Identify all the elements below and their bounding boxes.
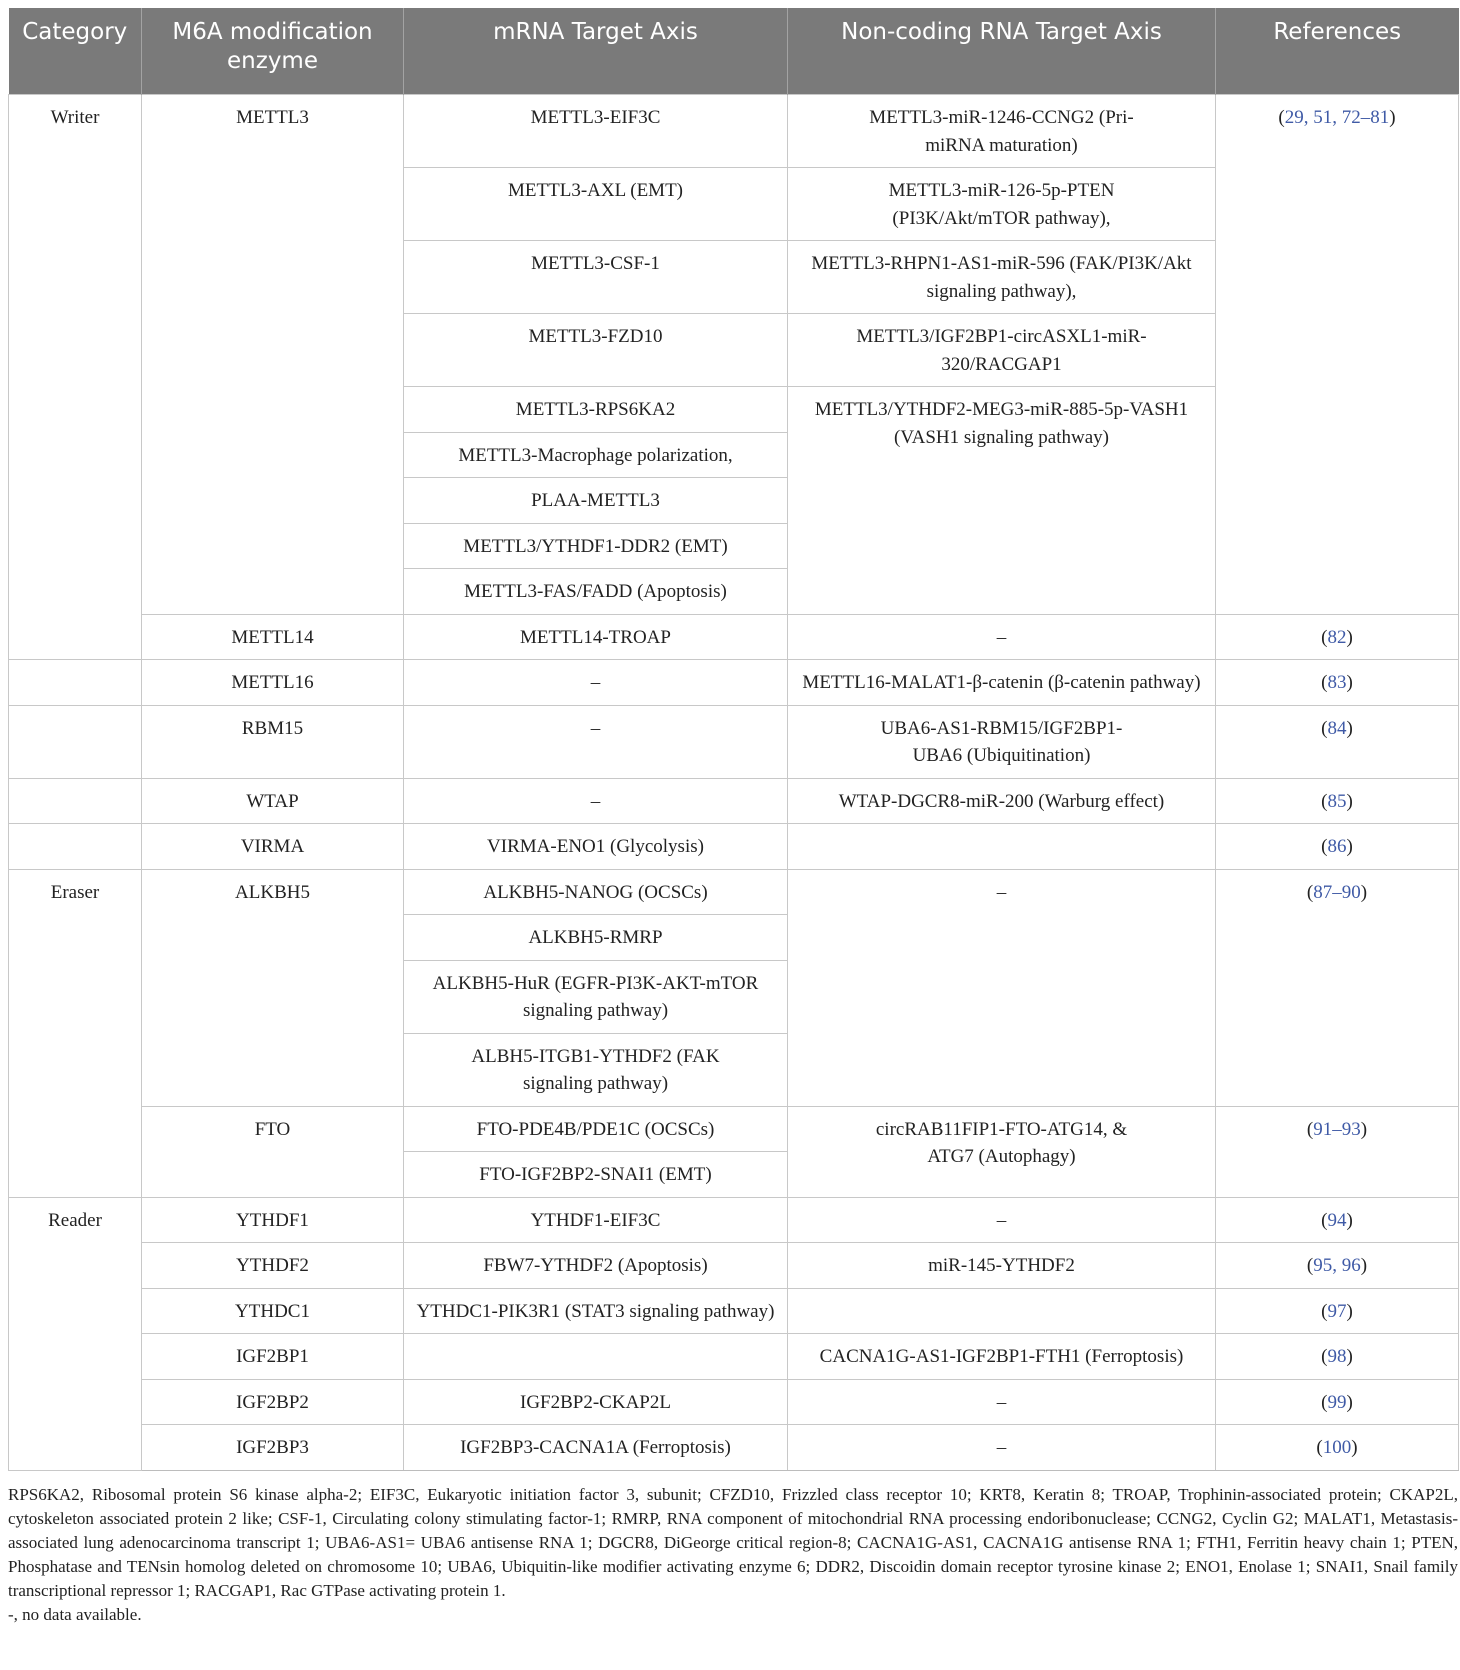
no-data-note: -, no data available. xyxy=(8,1604,142,1624)
enzyme-cell: IGF2BP3 xyxy=(142,1425,404,1471)
table-row xyxy=(9,1334,1459,1380)
mrna-cell xyxy=(404,1334,788,1380)
enzyme-cell: METTL16 xyxy=(142,660,404,706)
reference-link[interactable]: 98 xyxy=(1327,1346,1347,1367)
ncrna-cell: – xyxy=(788,1197,1216,1243)
m6a-enzyme-table xyxy=(8,8,1459,1471)
enzyme-cell: METTL14 xyxy=(142,614,404,660)
table-row xyxy=(9,1197,1459,1243)
mrna-cell: METTL3-Macrophage polarization, xyxy=(404,432,788,478)
table-row xyxy=(9,1425,1459,1471)
enzyme-cell: FTO xyxy=(142,1106,404,1197)
mrna-cell: ALKBH5-HuR (EGFR-PI3K-AKT-mTOR signaling pathway) xyxy=(404,960,788,1033)
mrna-cell: VIRMA-ENO1 (Glycolysis) xyxy=(404,824,788,870)
mrna-cell: – xyxy=(404,778,788,824)
mrna-cell: METTL3-FAS/FADD (Apoptosis) xyxy=(404,569,788,615)
reference-link[interactable]: 83 xyxy=(1327,672,1347,693)
category-cell xyxy=(9,824,142,870)
mrna-cell: METTL3-RPS6KA2 xyxy=(404,387,788,433)
ncrna-cell: CACNA1G-AS1-IGF2BP1-FTH1 (Ferroptosis) xyxy=(788,1334,1216,1380)
reference-cell: (98) xyxy=(1216,1334,1459,1380)
ncrna-cell: – xyxy=(788,614,1216,660)
enzyme-cell: WTAP xyxy=(142,778,404,824)
ncrna-cell: – xyxy=(788,869,1216,1106)
enzyme-cell: YTHDF2 xyxy=(142,1243,404,1289)
ncrna-cell: METTL3-RHPN1-AS1-miR-596 (FAK/PI3K/Akt signaling pathway), xyxy=(788,241,1216,314)
ncrna-cell: UBA6-AS1-RBM15/IGF2BP1-UBA6 (Ubiquitination) xyxy=(788,705,1216,778)
mrna-cell: FTO-IGF2BP2-SNAI1 (EMT) xyxy=(404,1152,788,1198)
mrna-cell: IGF2BP2-CKAP2L xyxy=(404,1379,788,1425)
table-row xyxy=(9,1243,1459,1289)
ncrna-cell xyxy=(788,824,1216,870)
enzyme-cell: IGF2BP1 xyxy=(142,1334,404,1380)
reference-cell: (82) xyxy=(1216,614,1459,660)
category-cell: Eraser xyxy=(9,869,142,1197)
table-row xyxy=(9,869,1459,915)
ncrna-cell: METTL3-miR-126-5p-PTEN (PI3K/Akt/mTOR pathway), xyxy=(788,168,1216,241)
table-row xyxy=(9,1379,1459,1425)
mrna-cell: – xyxy=(404,660,788,706)
mrna-cell: FTO-PDE4B/PDE1C (OCSCs) xyxy=(404,1106,788,1152)
mrna-cell: IGF2BP3-CACNA1A (Ferroptosis) xyxy=(404,1425,788,1471)
ncrna-cell: – xyxy=(788,1379,1216,1425)
reference-cell: (97) xyxy=(1216,1288,1459,1334)
ncrna-cell: METTL3/YTHDF2-MEG3-miR-885-5p-VASH1 (VASH1 signaling pathway) xyxy=(788,387,1216,615)
ncrna-cell: – xyxy=(788,1425,1216,1471)
table-row xyxy=(9,614,1459,660)
mrna-cell: METTL3-AXL (EMT) xyxy=(404,168,788,241)
mrna-cell: YTHDC1-PIK3R1 (STAT3 signaling pathway) xyxy=(404,1288,788,1334)
ncrna-cell xyxy=(788,1288,1216,1334)
reference-link[interactable]: 97 xyxy=(1327,1300,1347,1322)
header-references: References xyxy=(1216,8,1459,95)
mrna-cell: METTL3-FZD10 xyxy=(404,314,788,387)
reference-link[interactable]: 87–90 xyxy=(1313,881,1361,903)
reference-cell: (85) xyxy=(1216,778,1459,824)
mrna-cell: METTL3-CSF-1 xyxy=(404,241,788,314)
header-mrna-target: mRNA Target Axis xyxy=(404,8,788,95)
reference-cell: (99) xyxy=(1216,1379,1459,1425)
enzyme-cell: YTHDF1 xyxy=(142,1197,404,1243)
reference-cell: (83) xyxy=(1216,660,1459,706)
reference-link[interactable]: 91–93 xyxy=(1313,1118,1361,1140)
reference-cell: (91–93) xyxy=(1216,1106,1459,1197)
mrna-cell: METTL14-TROAP xyxy=(404,614,788,660)
category-cell xyxy=(9,660,142,706)
header-ncrna-target: Non-coding RNA Target Axis xyxy=(788,8,1216,95)
reference-cell: (86) xyxy=(1216,824,1459,870)
enzyme-cell: ALKBH5 xyxy=(142,869,404,1106)
ncrna-cell: METTL3/IGF2BP1-circASXL1-miR-320/RACGAP1 xyxy=(788,314,1216,387)
reference-link[interactable]: 84 xyxy=(1327,717,1347,739)
reference-link[interactable]: 82 xyxy=(1327,626,1347,648)
reference-link[interactable]: 99 xyxy=(1327,1391,1347,1413)
reference-link[interactable]: 100 xyxy=(1322,1437,1352,1458)
ncrna-cell: METTL3-miR-1246-CCNG2 (Pri-miRNA maturation) xyxy=(788,95,1216,168)
enzyme-cell: YTHDC1 xyxy=(142,1288,404,1334)
table-row xyxy=(9,1106,1459,1152)
table-container xyxy=(8,8,1458,1627)
mrna-cell: – xyxy=(404,705,788,778)
table-row xyxy=(9,824,1459,870)
category-cell xyxy=(9,778,142,824)
header-row xyxy=(9,8,1459,95)
ncrna-cell: circRAB11FIP1-FTO-ATG14, & ATG7 (Autophagy) xyxy=(788,1106,1216,1197)
table-row xyxy=(9,1288,1459,1334)
enzyme-cell: VIRMA xyxy=(142,824,404,870)
mrna-cell: METTL3/YTHDF1-DDR2 (EMT) xyxy=(404,523,788,569)
reference-cell: (84) xyxy=(1216,705,1459,778)
header-enzyme: M6A modification enzyme xyxy=(142,8,404,95)
category-cell: Reader xyxy=(9,1197,142,1470)
mrna-cell: PLAA-METTL3 xyxy=(404,478,788,524)
ncrna-cell: miR-145-YTHDF2 xyxy=(788,1243,1216,1289)
table-row xyxy=(9,660,1459,706)
mrna-cell: ALKBH5-NANOG (OCSCs) xyxy=(404,869,788,915)
reference-cell: (29, 51, 72–81) xyxy=(1216,95,1459,615)
reference-link[interactable]: 94 xyxy=(1327,1209,1347,1231)
enzyme-cell: RBM15 xyxy=(142,705,404,778)
mrna-cell: ALKBH5-RMRP xyxy=(404,915,788,961)
table-row xyxy=(9,778,1459,824)
header-category: Category xyxy=(9,8,142,95)
mrna-cell: ALBH5-ITGB1-YTHDF2 (FAK signaling pathway) xyxy=(404,1033,788,1106)
reference-link[interactable]: 29, 51, 72–81 xyxy=(1284,107,1390,128)
mrna-cell: FBW7-YTHDF2 (Apoptosis) xyxy=(404,1243,788,1289)
reference-link[interactable]: 95, 96 xyxy=(1313,1255,1361,1276)
reference-cell: (95, 96) xyxy=(1216,1243,1459,1289)
ncrna-cell: METTL16-MALAT1-β-catenin (β-catenin pathway) xyxy=(788,660,1216,706)
reference-cell: (94) xyxy=(1216,1197,1459,1243)
reference-link[interactable]: 85 xyxy=(1327,790,1347,812)
table-row xyxy=(9,705,1459,778)
category-cell xyxy=(9,705,142,778)
mrna-cell: METTL3-EIF3C xyxy=(404,95,788,168)
mrna-cell: YTHDF1-EIF3C xyxy=(404,1197,788,1243)
enzyme-cell: IGF2BP2 xyxy=(142,1379,404,1425)
enzyme-cell: METTL3 xyxy=(142,95,404,615)
category-cell: Writer xyxy=(9,95,142,660)
reference-link[interactable]: 86 xyxy=(1327,836,1347,857)
reference-cell: (87–90) xyxy=(1216,869,1459,1106)
table-row xyxy=(9,95,1459,168)
table-footnote: RPS6KA2, Ribosomal protein S6 kinase alpha-2; EIF3C, Eukaryotic initiation factor 3, subunit; CFZD10, Frizzled class receptor 10; KRT8, Keratin 8; TROAP, Trophinin-associated protein; CKAP2L, cytoskeleton associated protein 2 like; CSF-1, Circulating colony stimulating factor-1; RMRP, RNA component of mitochondrial RNA processing endoribonuclease; CCNG2, Cyclin G2; MALAT1, Metastasis-associated lung adenocarcinoma transcript 1; UBA6-AS1= UBA6 antisense RNA 1; DGCR8, DiGeorge critical region-8; CACNA1G-AS1, CACNA1G antisense RNA 1; FTH1, Ferritin heavy chain 1; PTEN, Phosphatase and TENsin homolog deleted on chromosome 10; UBA6, Ubiquitin-like modifier activating enzyme 6; DDR2, Discoidin domain receptor tyrosine kinase 2; ENO1, Enolase 1; SNAI1, Snail family transcriptional repressor 1; RACGAP1, Rac GTPase activating protein 1. xyxy=(8,1484,1458,1600)
reference-cell: (100) xyxy=(1216,1425,1459,1471)
ncrna-cell: WTAP-DGCR8-miR-200 (Warburg effect) xyxy=(788,778,1216,824)
